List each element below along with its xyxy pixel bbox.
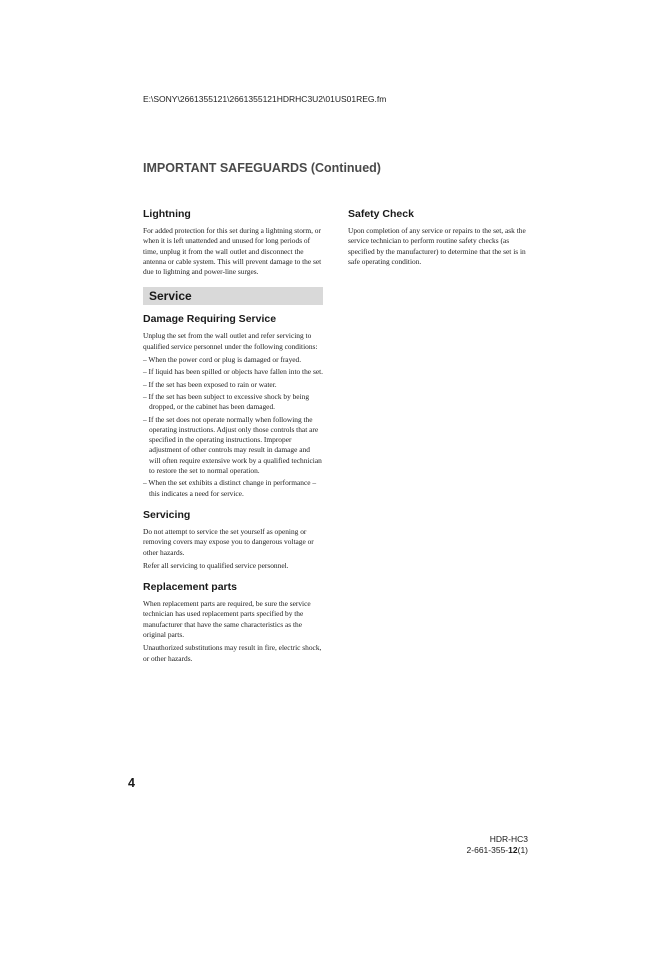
servicing-para-1: Do not attempt to service the set yourself as opening or removing covers may expose you to dangerous voltage or other hazards. [143, 526, 314, 557]
lightning-heading: Lightning [143, 208, 191, 220]
file-path: E:\SONY\2661355121\2661355121HDRHC3U2\01US01REG.fm [143, 94, 387, 104]
right-column [348, 208, 528, 277]
safety-check-body: Upon completion of any service or repairs to the set, ask the service technician to perform routine safety checks (as specified by the manufacturer) to determine that the set is in safe operating condition. [348, 226, 526, 266]
lightning-body: For added protection for this set during a lightning storm, or when it is left unattended and unused for long periods of time, unplug it from the wall outlet and disconnect the antenna or cable system. This will prevent damage to the set due to lightning and power-line surges. [143, 226, 322, 277]
document-code-suffix: (1) [517, 845, 528, 855]
list-item: – When the set exhibits a distinct change in performance – this indicates a need for service. [143, 478, 317, 498]
damage-heading: Damage Requiring Service [143, 313, 277, 326]
damage-conditions-list [143, 355, 323, 499]
replacement-heading: Replacement parts [143, 581, 237, 594]
list-item: – When the power cord or plug is damaged or frayed. [143, 355, 302, 365]
page-number: 4 [128, 776, 135, 790]
model-number: HDR-HC3 [489, 834, 528, 844]
document-code-bold: 12 [508, 845, 518, 855]
servicing-heading: Servicing [143, 508, 191, 521]
servicing-section [143, 509, 323, 571]
list-item: – If the set does not operate normally when following the operating instructions. Adjust only those controls that are specified in the operating instructions. Improper adjustment of other controls may result in damage and will often require extensive work by a qualified technician to restore the set to normal operation. [143, 414, 322, 476]
left-column [143, 208, 323, 674]
footer [467, 834, 528, 856]
document-code [467, 845, 528, 856]
document-code-prefix: 2-661-355- [466, 845, 509, 855]
damage-section [143, 313, 323, 498]
lightning-section [143, 208, 323, 277]
service-section-bar: Service [143, 287, 323, 305]
list-item: – If the set has been subject to excessive shock by being dropped, or the cabinet has been damaged. [143, 391, 310, 412]
replacement-para-1: When replacement parts are required, be sure the service technician has used replacement parts specified by the manufacturer that have the same characteristics as the original parts. [143, 599, 311, 640]
list-item: – If liquid has been spilled or objects have fallen into the set. [143, 367, 323, 377]
safety-check-section [348, 208, 528, 267]
damage-intro: Unplug the set from the wall outlet and refer servicing to qualified service personnel under the following conditions: [143, 331, 318, 351]
safety-check-heading: Safety Check [348, 208, 414, 220]
replacement-para-2: Unauthorized substitutions may result in fire, electric shock, or other hazards. [143, 643, 322, 663]
servicing-para-2: Refer all servicing to qualified service personnel. [143, 560, 289, 570]
replacement-section [143, 581, 323, 664]
list-item: – If the set has been exposed to rain or water. [143, 379, 277, 389]
page-title: IMPORTANT SAFEGUARDS (Continued) [143, 161, 381, 175]
